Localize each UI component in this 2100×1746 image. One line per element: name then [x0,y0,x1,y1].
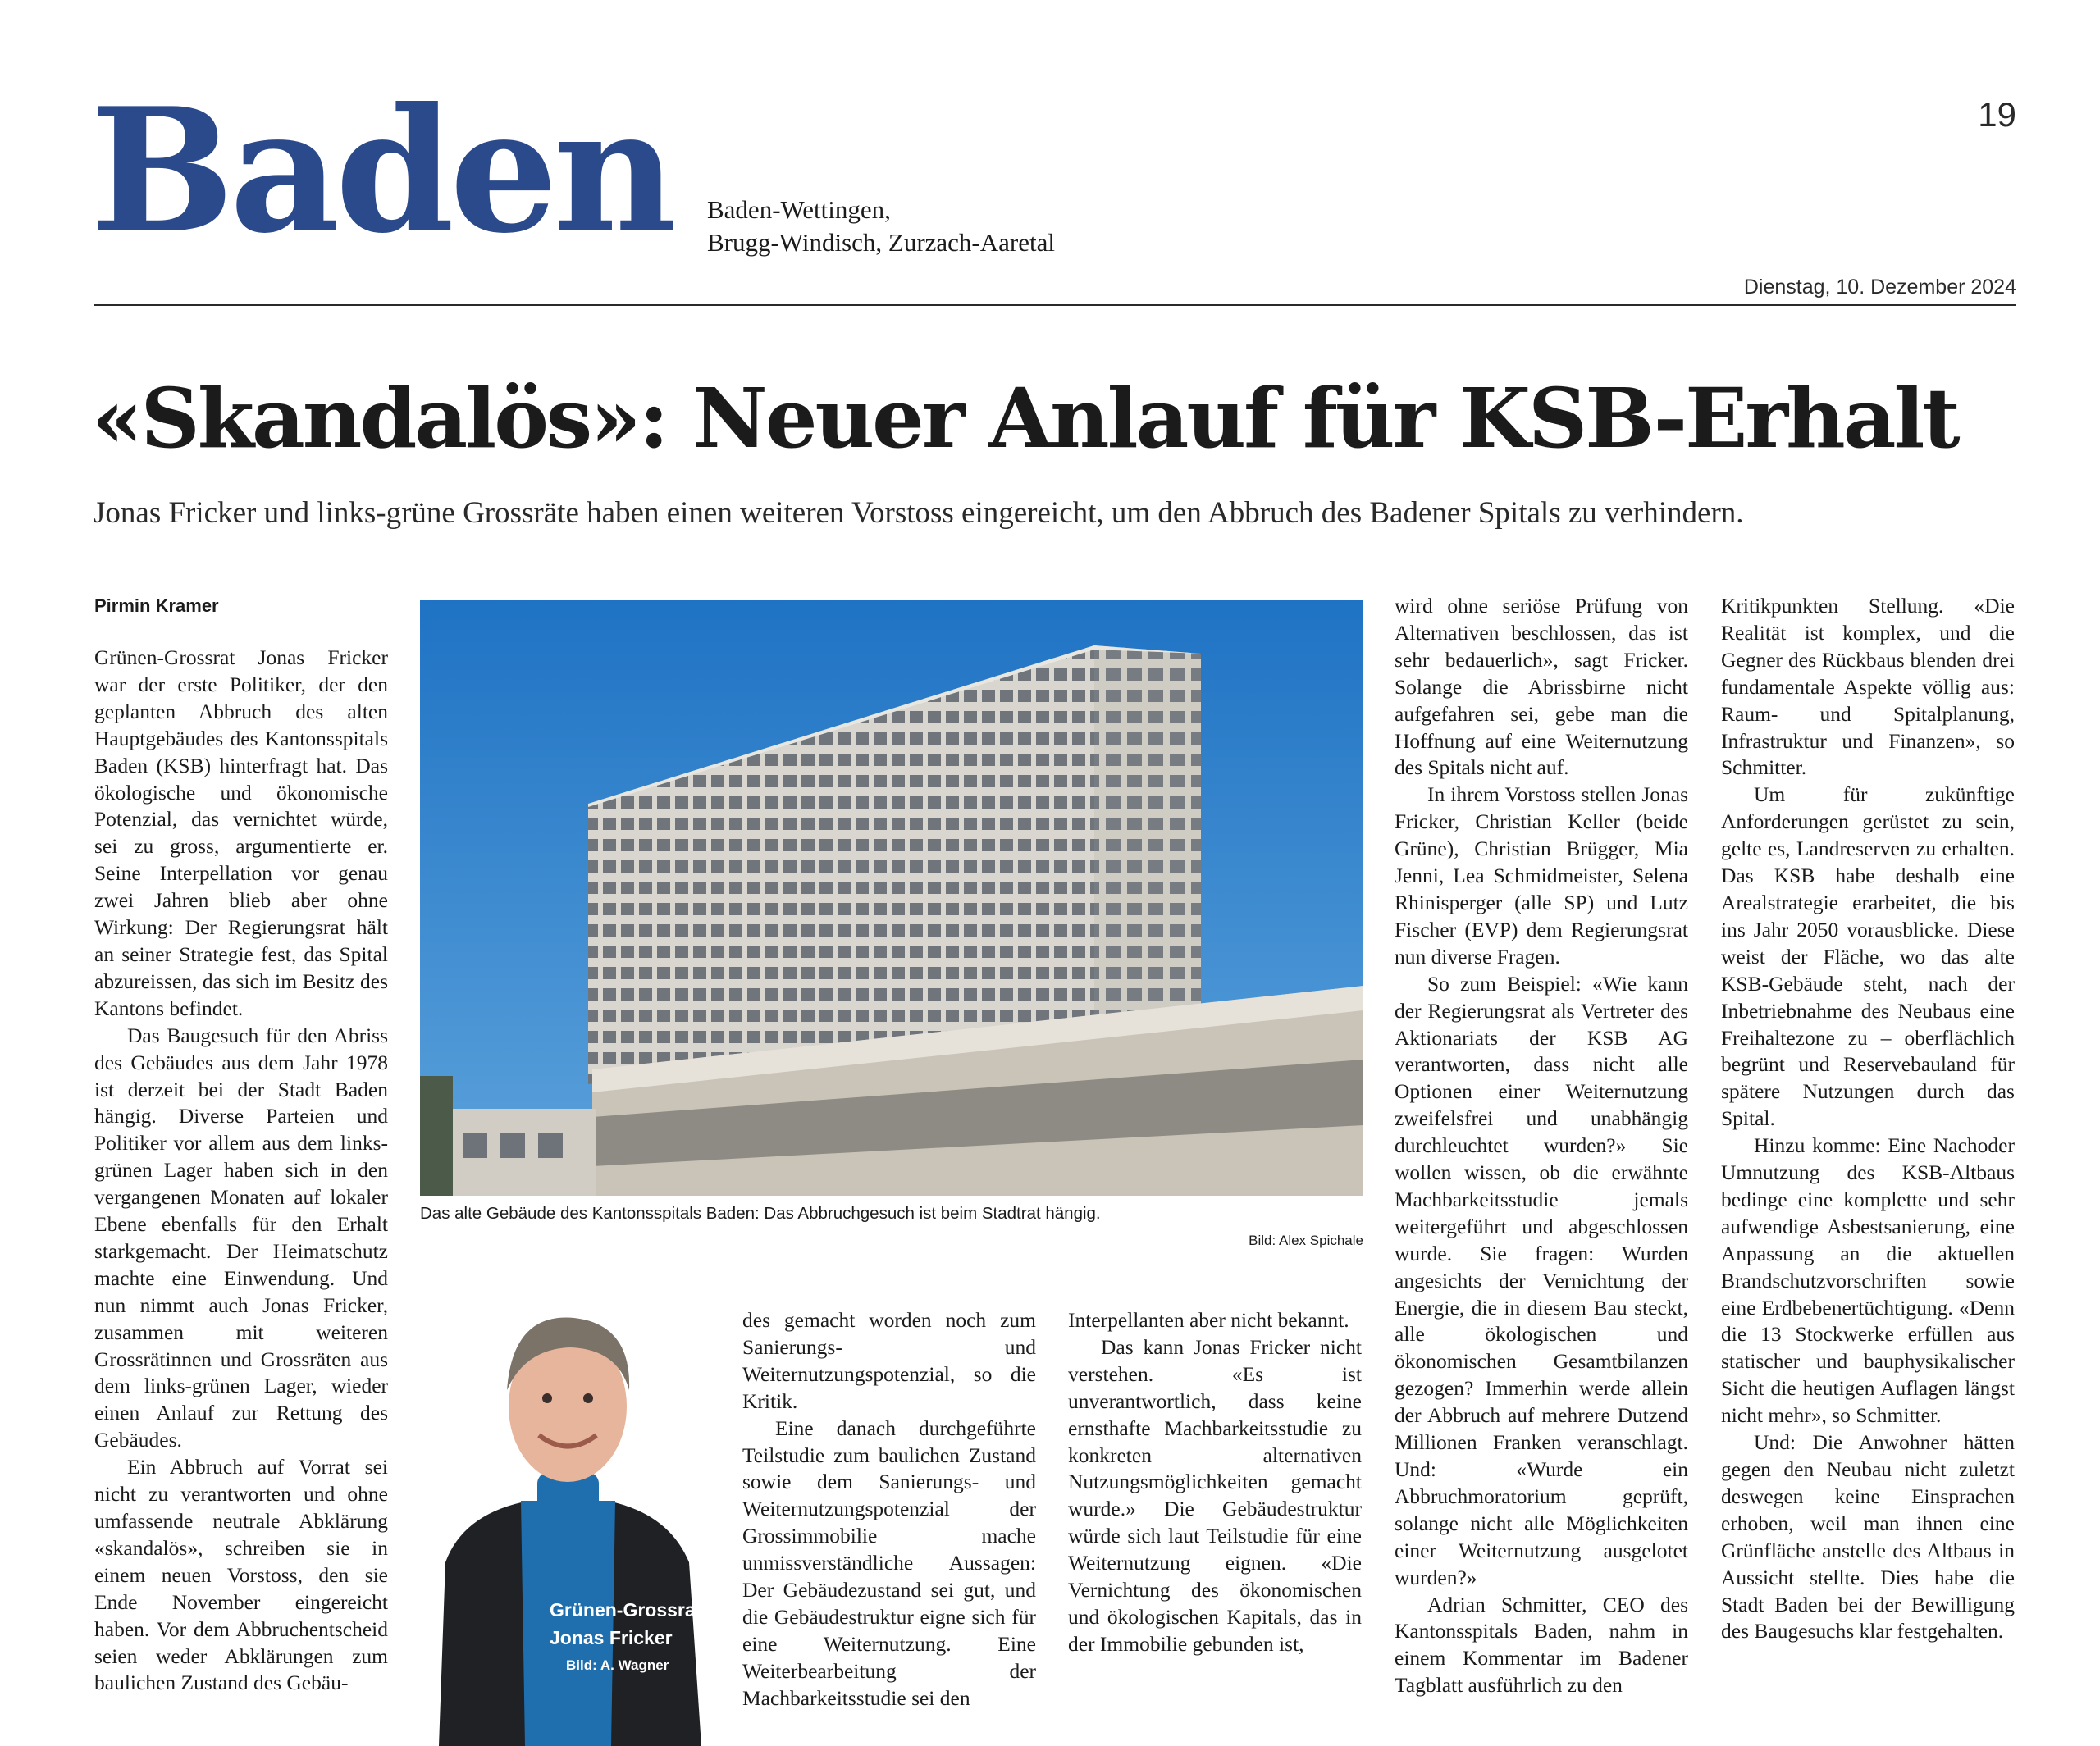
regions-line-2: Brugg-Windisch, Zurzach-Aaretal [707,228,1055,257]
paragraph: Um für zukünftige Anforderungen gerüstet zu sein, gelte es, Landreserven zu erhalten. Das KSB habe deshalb eine Arealstrategie erarbeitet, die bis ins Jahr 2050 vorausblicke. Diese weist der Fläche, wo das alte KSB-Gebäude steht, nach der Inbetriebnahme des Neubaus eine Freihaltezone zu – oberflächlich begrünt und Reservebauland für spätere Nutzungen durch das Spital. [1721,782,2015,1131]
article-headline: «Skandalös»: Neuer Anlauf für KSB-Erhalt [92,370,1958,467]
paragraph: In ihrem Vorstoss stellen Jonas Fricker, Christian Keller (beide Grüne), Christian Brügger, Mia Jenni, Lea Schmidmeister, Selena Rhinisperger (alle SP) und Lutz Fischer (EVP) dem Regierungsrat nun diverse Fragen. [1395,782,1688,969]
byline: Pirmin Kramer [94,595,219,616]
masthead-divider [94,304,2016,306]
paragraph: Ein Abbruch auf Vorrat sei nicht zu verantworten und ohne umfassende neutrale Abklärung «skandalös», schreiben sie in einem neuen Vorstoss, den sie Ende November eingereicht haben. Vor dem Abbruchentscheid seien weder Abklärungen zum baulichen Zustand des Gebäu- [94,1455,388,1695]
paragraph: Kritikpunkten Stellung. «Die Realität ist komplex, und die Gegner des Rückbaus blenden drei fundamentale Aspekte völlig aus: Raum- und Spitalplanung, Infrastruktur und Finanzen», so Schmitter. [1721,594,2015,780]
paragraph: des gemacht worden noch zum Sanierungs- und Weiternutzungspotenzial, so die Kritik. [742,1308,1036,1413]
photo-caption: Das alte Gebäude des Kantonsspitals Baden: Das Abbruchgesuch ist beim Stadtrat hängig. [420,1204,1101,1223]
masthead-title: Baden [90,71,673,271]
paragraph: Und: Die Anwohner hätten gegen den Neubau nicht zuletzt deswegen keine Einsprachen erhoben, weil man ihnen eine Grünfläche anstelle des Altbaus in Aussicht stellte. Dies habe die Stadt Baden bei der Bewilligung des Baugesuchs klar festgehalten. [1721,1430,2015,1643]
article-column-4 [1395,593,1688,1699]
article-column-3 [1068,1307,1362,1658]
paragraph: Adrian Schmitter, CEO des Kantonsspitals Baden, nahm in einem Kommentar im Badener Tagblatt ausführlich zu den [1395,1592,1688,1698]
paragraph: Interpellanten aber nicht bekannt. [1068,1308,1349,1332]
regions-line-1: Baden-Wettingen, [707,195,891,224]
hospital-building-photo [420,600,1363,1196]
paragraph: wird ohne seriöse Prüfung von Alternativen beschlossen, das ist sehr bedauerlich», sagt Fricker. Solange die Abrissbirne nicht aufgefahren sei, gebe man die Hoffnung auf eine Weiternutzung des Spitals nicht auf. [1395,594,1688,780]
photo-credit: Bild: Alex Spichale [1249,1233,1363,1248]
issue-date: Dienstag, 10. Dezember 2024 [1743,276,2016,299]
paragraph: Grünen-Grossrat Jonas Fricker war der erste Politiker, der den geplanten Abbruch des alten Hauptgebäudes des Kantonsspitals Baden (KSB) hinterfragt hat. Das ökologische und ökonomische Potenzial, das vernichtet würde, sei zu gross, argumentierte er. Seine Interpellation vor genau zwei Jahren blieb aber ohne Wirkung: Der Regierungsrat hält an seiner Strategie fest, das Spital abzureissen, das sich im Besitz des Kantons befindet. [94,645,388,1020]
portrait-credit: Bild: A. Wagner [566,1657,669,1673]
portrait-caption-line-2: Jonas Fricker [550,1627,673,1648]
paragraph: Das kann Jonas Fricker nicht verstehen. «Es ist unverantwortlich, dass keine ernsthafte Machbarkeitsstudie zu konkreten alternativen Nutzungsmöglichkeiten gemacht wurde.» Die Gebäudestruktur würde sich laut Teilstudie für eine Weiternutzung eignen. «Die Vernichtung des ökonomischen und ökologischen Kapitals, das in der Immobilie gebunden ist, [1068,1334,1362,1656]
paragraph: Eine danach durchgeführte Teilstudie zum baulichen Zustand sowie dem Sanierungs- und Weiternutzungspotenzial der Grossimmobilie mache unmissverständliche Aussagen: Der Gebäudezustand sei gut, und die Gebäudestruktur eigne sich für eine Weiternutzung. Eine Weiterbearbeitung der Machbarkeitsstudie sei den [742,1415,1036,1710]
paragraph: Hinzu komme: Eine Nachoder Umnutzung des KSB-Altbaus bedinge eine komplette und sehr aufwendige Asbestsanierung, eine Anpassung an die aktuellen Brandschutzvorschriften sowie eine Erdbebenertüchtigung. «Denn die 13 Stockwerke erfüllen aus statischer und bauphysikalischer Sicht die heutigen Auflagen längst nicht mehr», so Schmitter. [1721,1133,2015,1428]
article-column-2 [742,1307,1036,1712]
page-number: 19 [1978,95,2016,134]
portrait-caption [550,1596,730,1680]
article-lead: Jonas Fricker und links-grüne Grossräte haben einen weiteren Vorstoss eingereicht, um den Abbruch des Badener Spitals zu verhindern. [94,496,1744,530]
portrait-caption-line-1: Grünen-Grossrat [550,1599,702,1621]
masthead-regions [707,194,1055,259]
paragraph: So zum Beispiel: «Wie kann der Regierungsrat als Vertreter des Aktionariats der KSB AG verantworten, dass nicht alle Optionen einer Weiternutzung zweifelsfrei und unabhängig durchleuchtet wurden?» Sie wollen wissen, ob die erwähnte Machbarkeitsstudie jemals weitergeführt und abgeschlossen wurde. Sie fragen: Wurden angesichts der Vernichtung der Energie, die in diesem Bau steckt, alle ökologischen und ökonomischen Gesamtbilanzen gezogen? Immerhin werde allein der Abbruch auf mehrere Dutzend Millionen Franken veranschlagt. Und: «Wurde ein Abbruchmoratorium geprüft, solange nicht alle Möglichkeiten einer Weiternutzung ausgelotet wurden?» [1395,971,1688,1589]
paragraph: Das Baugesuch für den Abriss des Gebäudes aus dem Jahr 1978 ist derzeit bei der Stadt Baden hängig. Diverse Parteien und Politiker vor allem aus dem links-grünen Lager haben sich in den vergangenen Monaten auf lokaler Ebene ebenfalls für den Erhalt starkgemacht. Der Heimatschutz machte eine Einwendung. Und nun nimmt auch Jonas Fricker, zusammen mit weiteren Grossrätinnen und Grossräten aus dem links-grünen Lager, wieder einen Anlauf zur Rettung des Gebäudes. [94,1023,388,1452]
article-column-5 [1721,593,2015,1645]
article-column-1 [94,645,388,1697]
